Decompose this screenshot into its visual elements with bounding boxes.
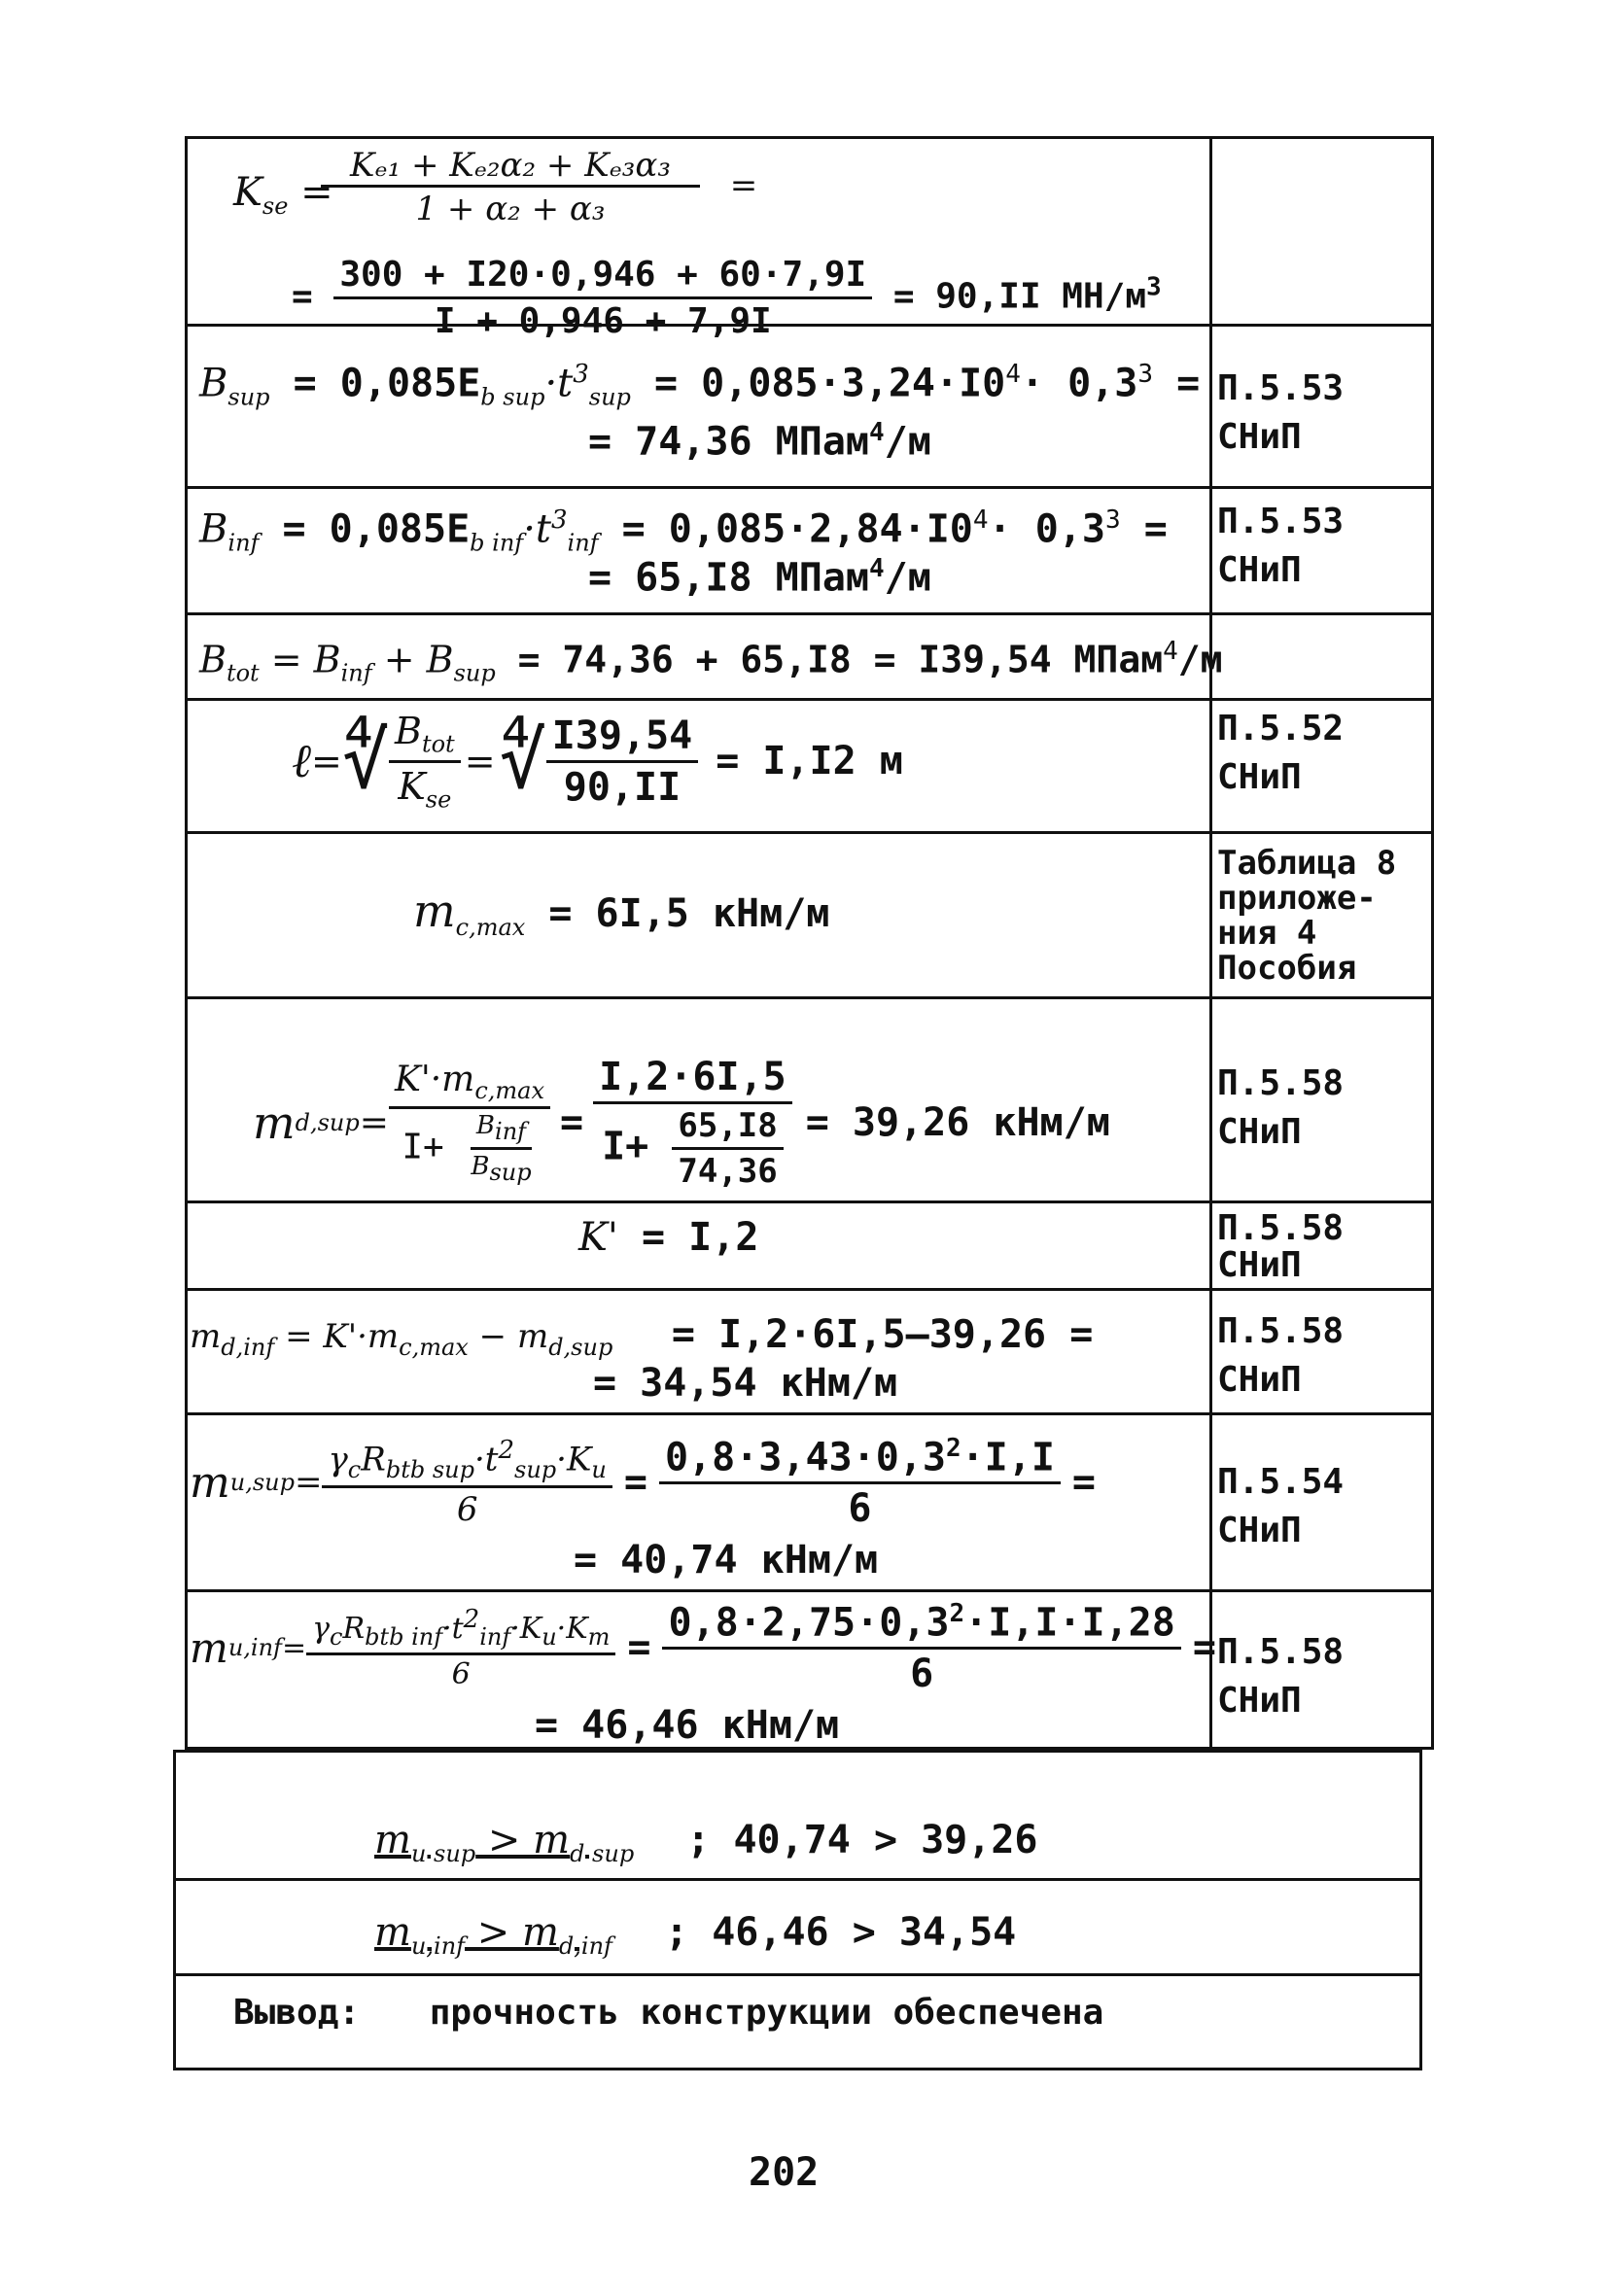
musup-reference: П.5.54 СНиП: [1217, 1462, 1345, 1550]
conclusion-label: Вывод:: [233, 1993, 361, 2033]
column-divider: [1209, 136, 1212, 1750]
muinf-result: = 46,46 кНм/м: [535, 1703, 840, 1748]
kprime-reference: П.5.58 СНиП: [1217, 1208, 1345, 1285]
row-divider: [185, 1200, 1434, 1203]
conclusion-text: прочность конструкции обеспечена: [429, 1993, 1104, 2033]
row-divider: [185, 996, 1434, 999]
row-divider: [173, 1878, 1422, 1881]
l-reference: П.5.52 СНиП: [1217, 709, 1345, 797]
check-sup: $m_{u sup} > m_{d sup}$ ; 40,74 > 39,26: [374, 1818, 1038, 1867]
row-divider: [185, 831, 1434, 834]
btot-formula: $B_{tot} = B_{inf} + B_{sup} = 74,36 + 65,I8 = I39,54$ МПам$^4$/м: [199, 637, 1223, 687]
bsup-reference: П.5.53 СНиП: [1217, 368, 1345, 457]
binf-reference: П.5.53 СНиП: [1217, 502, 1345, 590]
mcmax-reference: Таблица 8 приложе- ния 4 Пособия: [1217, 844, 1397, 988]
row-divider: [185, 698, 1434, 701]
ksе-fraction-symbolic: $\frac{\text{Kₑ₁ + Kₑ₂α₂ + Kₑ₃α₃}}{\text{1 + α₂ + α₃}}$ =: [321, 146, 757, 228]
mdinf-result: = 34,54 кНм/м: [593, 1361, 898, 1406]
conclusion: [233, 1993, 1103, 2033]
row-divider: [173, 1973, 1422, 1976]
muinf-reference: П.5.58 СНиП: [1217, 1632, 1345, 1721]
mdinf-reference: П.5.58 СНиП: [1217, 1311, 1345, 1400]
musup-formula: m u,sup = $\frac{\gamma_cR_{btb sup}\cdot t^2_{sup}\cdot K_u}{6}$ = $\frac{0,8\cdot 3,43\cdot 0,3^2\cdot I,I}{6}$ =: [190, 1434, 1097, 1532]
row-divider: [185, 612, 1434, 615]
row-divider: [185, 1589, 1434, 1592]
kprime-formula: K' = I,2: [578, 1215, 759, 1260]
ksе-lhs: $K_{se}$ =: [233, 170, 333, 220]
musup-result: = 40,74 кНм/м: [574, 1538, 879, 1583]
mcmax-formula: $m_{c,max} = 6I,5$ кНм/м: [413, 885, 830, 941]
ksе-fraction-numeric: = $\frac{300 + I20\cdot 0,946 + 60\cdot 7,9I}{I + 0,946 + 7,9I}$ = 90,II $МН/м^3$: [292, 255, 1162, 341]
binf-result: = 65,I8 МПам$^4$/м: [588, 554, 931, 601]
binf-formula: $B_{inf} = 0,085E_{b inf}\cdot t^3_{inf} = 0,085\cdot 2,84\cdot I0^4\cdot 0,3^3$ =: [199, 505, 1168, 557]
l-formula: ℓ = ∜ $\frac{B_{tot}}{K_{se}}$ = ∜ $\frac{I39,54}{90,II}$ = I,I2 м: [292, 710, 903, 814]
mdinf-formula: $m_{d,inf} = K'\cdot m_{c,max} - m_{d,sup} = I,2\cdot 6I,5-39,26$ =: [190, 1312, 1094, 1361]
page-number: 202: [749, 2150, 820, 2195]
bsup-formula: $B_{sup} = 0,085E_{b sup}\cdot t^3_{sup} = 0,085\cdot 3,24\cdot I0^4\cdot 0,3^3$ =: [199, 360, 1201, 411]
row-divider: [185, 1288, 1434, 1291]
bsup-result: = 74,36 МПам$^4$/м: [588, 418, 931, 465]
check-inf: $m_{u,inf} > m_{d,inf}$ ; 46,46 > 34,54: [374, 1910, 1017, 1960]
muinf-formula: m u,inf = $\frac{\gamma_cR_{btb inf}\cdot t^2_{inf}\cdot K_u\cdot K_m}{6}$ = $\frac{0,8\cdot 2,75\cdot 0,3^2\cdot I,I\cdot I,28}{6}$ =: [190, 1599, 1216, 1697]
mdsup-formula: m d,sup = $K'\cdot m_{c,max}$ I+ $\frac{B_{inf}}{B_{sup}}$ = I,2·6I,5 I+ $\frac{65,I8}{74,36}$ = 39,26 кНм/м: [253, 1055, 1110, 1191]
mdsup-reference: П.5.58 СНиП: [1217, 1063, 1345, 1152]
row-divider: [185, 486, 1434, 489]
row-divider: [185, 1412, 1434, 1415]
